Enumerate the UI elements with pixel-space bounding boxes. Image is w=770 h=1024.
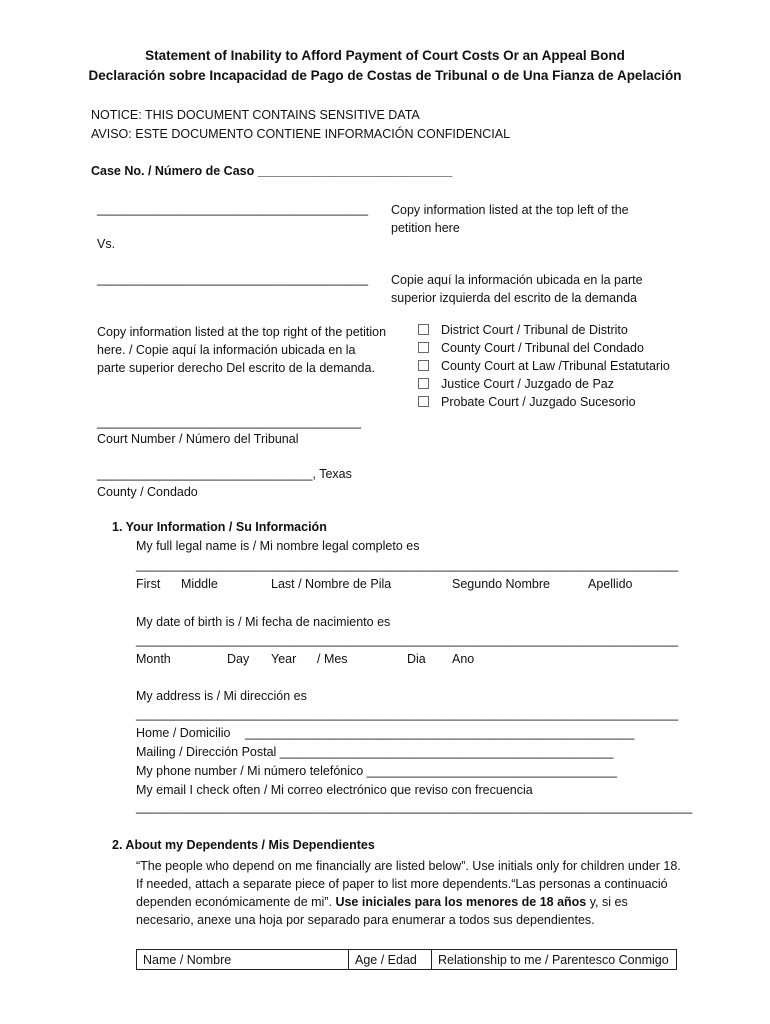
phone-number-field[interactable]: My phone number / Mi número telefónico ____________________________________ [136, 764, 617, 778]
dob-label-year: Year [271, 652, 297, 666]
court-option-label: District Court / Tribunal de Distrito [441, 323, 628, 337]
name-label-middle: Middle [181, 577, 218, 591]
dob-prompt: My date of birth is / Mi fecha de nacimiento es [136, 615, 391, 629]
dob-label-dia: Dia [407, 652, 426, 666]
name-label-first: First [136, 577, 161, 591]
dob-line[interactable]: ______________________________________________________________________________ [136, 633, 679, 647]
email-line[interactable]: ________________________________________________________________________________ [136, 800, 693, 814]
court-option-label: Justice Court / Juzgado de Paz [441, 377, 615, 391]
court-type-list [418, 323, 670, 413]
court-option-probate[interactable] [418, 395, 670, 413]
dependents-instructions-bold: Use iniciales para los menores de 18 años [335, 895, 587, 909]
court-option-county[interactable] [418, 341, 670, 359]
court-option-label: Probate Court / Juzgado Sucesorio [441, 395, 636, 409]
email-prompt: My email I check often / Mi correo electrónico que reviso con frecuencia [136, 783, 533, 797]
court-option-county-at-law[interactable] [418, 359, 670, 377]
county-label: County / Condado [97, 485, 198, 499]
address-prompt: My address is / Mi dirección es [136, 689, 307, 703]
dob-label-day: Day [227, 652, 250, 666]
dependents-instructions-part-1: “The people who depend on me financially are listed below”. Use initials only for children under 18. If needed, attach a separate piece of paper to list more dependents.“Las personas a continuació dependen económicamente de mi”. [136, 859, 681, 909]
case-number-line[interactable]: ____________________________ [257, 164, 453, 178]
versus-label: Vs. [97, 237, 116, 251]
dependents-instructions-part-2: y, si es necesario, anexe una hoja por separado para enumerar a todos sus dependientes. [136, 895, 628, 927]
checkbox[interactable] [418, 324, 429, 335]
court-option-label: County Court at Law /Tribunal Estatutario [441, 359, 670, 373]
header-age: Age / Edad [349, 950, 432, 970]
name-label-last: Last / Nombre de Pila [271, 577, 392, 591]
dob-label-mes: / Mes [317, 652, 348, 666]
defendant-line[interactable]: _______________________________________ [97, 272, 369, 286]
notice-english: NOTICE: THIS DOCUMENT CONTAINS SENSITIVE DATA [91, 108, 420, 122]
court-number-line[interactable]: ______________________________________ [97, 415, 362, 429]
name-label-apellido: Apellido [588, 577, 633, 591]
case-number-field[interactable] [91, 164, 452, 178]
full-name-prompt: My full legal name is / Mi nombre legal completo es [136, 539, 420, 553]
court-option-label: County Court / Tribunal del Condado [441, 341, 644, 355]
dependents-table [136, 949, 677, 970]
name-label-segundo: Segundo Nombre [452, 577, 550, 591]
checkbox[interactable] [418, 360, 429, 371]
copy-left-instructions-english: Copy information listed at the top left of the petition here [391, 203, 629, 235]
copy-right-instructions: Copy information listed at the top right of the petition here. / Copie aquí la información ubicada en la parte superior derecho Del escrito de la demanda. [97, 325, 387, 375]
section-1-heading: 1. Your Information / Su Información [112, 520, 327, 534]
document-title-english: Statement of Inability to Afford Payment of Court Costs Or an Appeal Bond [145, 48, 625, 63]
home-address-line[interactable]: ________________________________________________________ [245, 726, 635, 740]
notice-spanish: AVISO: ESTE DOCUMENTO CONTIENE INFORMACIÓN CONFIDENCIAL [91, 127, 511, 141]
checkbox[interactable] [418, 396, 429, 407]
plaintiff-line[interactable]: _______________________________________ [97, 202, 369, 216]
dependents-instructions [136, 857, 681, 929]
checkbox[interactable] [418, 378, 429, 389]
table-header-row [137, 950, 677, 970]
header-name: Name / Nombre [137, 950, 349, 970]
address-line[interactable]: ______________________________________________________________________________ [136, 707, 679, 721]
document-title-spanish: Declaración sobre Incapacidad de Pago de Costas de Tribunal o de Una Fianza de Apelación [88, 68, 682, 83]
full-name-line[interactable]: ______________________________________________________________________________ [136, 558, 679, 572]
header-relationship: Relationship to me / Parentesco Conmigo [432, 950, 677, 970]
county-line[interactable]: _______________________________, Texas [97, 467, 352, 481]
court-option-district[interactable] [418, 323, 670, 341]
dob-label-month: Month [136, 652, 171, 666]
case-number-label: Case No. / Número de Caso [91, 164, 255, 178]
home-address-label: Home / Domicilio [136, 726, 231, 740]
section-2-heading: 2. About my Dependents / Mis Dependientes [112, 838, 375, 852]
dob-label-ano: Ano [452, 652, 475, 666]
mailing-address-field[interactable]: Mailing / Dirección Postal ________________________________________________ [136, 745, 614, 759]
court-option-justice[interactable] [418, 377, 670, 395]
court-number-label: Court Number / Número del Tribunal [97, 432, 299, 446]
checkbox[interactable] [418, 342, 429, 353]
copy-left-instructions-spanish: Copie aquí la información ubicada en la parte superior izquierda del escrito de la demanda [391, 273, 643, 305]
